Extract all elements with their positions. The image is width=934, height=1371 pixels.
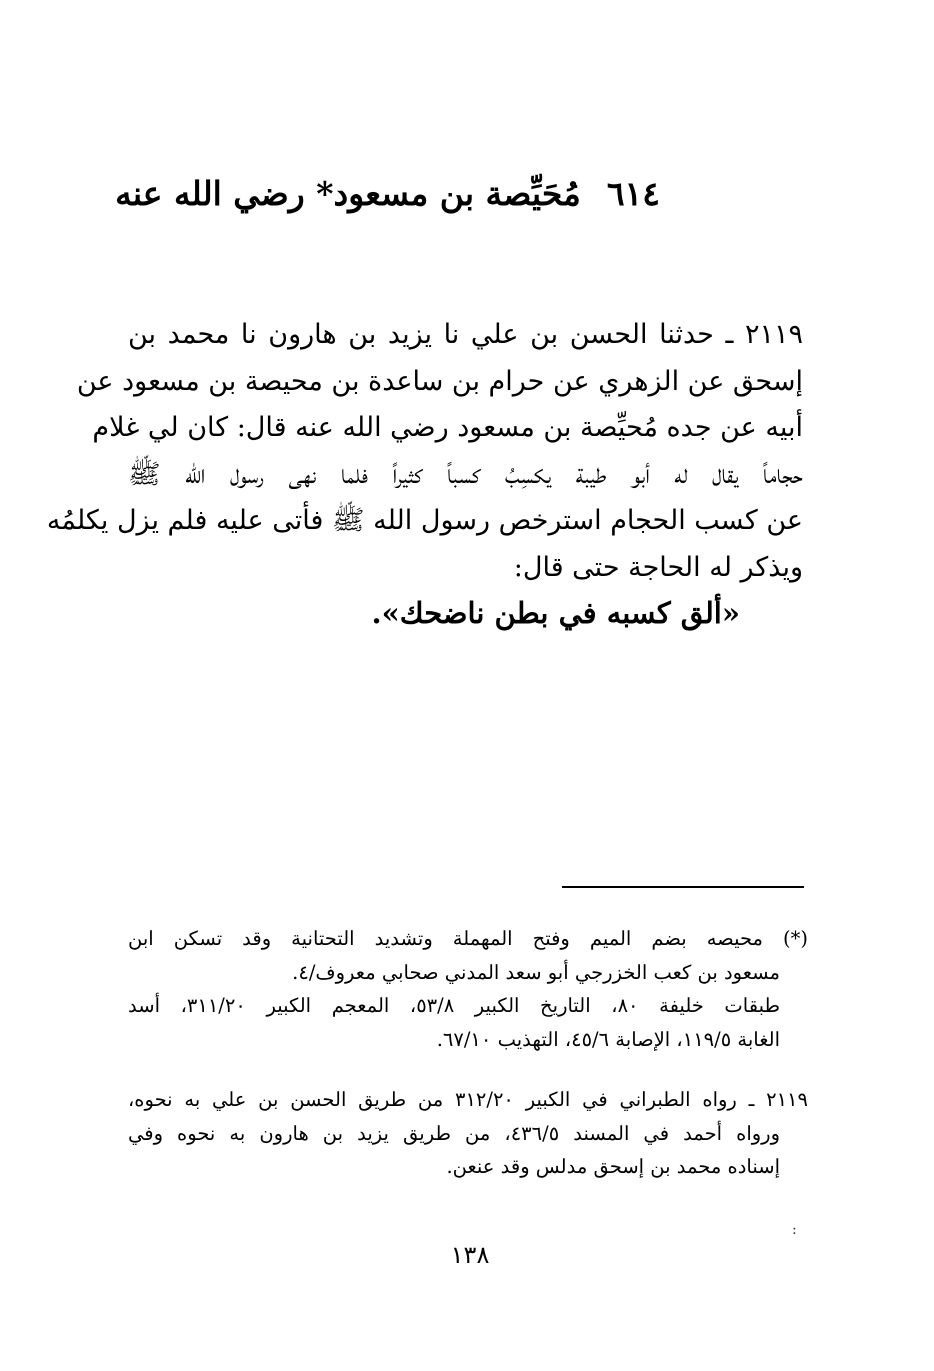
footnote-biography [128,922,808,1056]
margin-mark: : [792,1222,797,1238]
footnote-line: ٢١١٩ ـ رواه الطبراني في الكبير ٣١٢/٢٠ من طريق الحسن بن علي به نحوه، [128,1088,808,1111]
page-number: ١٣٨ [450,1241,490,1269]
chapter-number: ٦١٤ [606,174,660,213]
footnote-line: (*) محيصه بضم الميم وفتح المهملة وتشديد التحتانية وقد تسكن ابن [128,927,808,950]
footnote-takhrij [128,1083,808,1184]
footnote-line: الغابة ١١٩/٥، الإصابة ٤٥/٦، التهذيب ٦٧/١٠. [436,1027,780,1051]
chapter-title: مُحَيِّصة بن مسعود* رضي الله عنه [115,174,581,213]
hadith-text [46,312,803,591]
footnote-line: إسناده محمد بن إسحق مدلس وقد عنعن. [446,1155,780,1178]
footnote-line: مسعود بن كعب الخزرجي أبو سعد المدني صحابي معروف/٤. [292,960,780,984]
hadith-line: أبيه عن جده مُحيِّصة بن مسعود رضي الله عنه قال: كان لي غلام [92,412,803,443]
hadith-quote: «ألق كسبه في بطن ناضحك». [371,596,740,630]
hadith-line: ويذكر له الحاجة حتى قال: [513,551,803,583]
footnote-divider [562,886,804,888]
footnote-line: ورواه أحمد في المسند ٤٣٦/٥، من طريق يزيد بن هارون به نحوه وفي [128,1121,780,1145]
footnote-line: طبقات خليفة ٨٠، التاريخ الكبير ٥٣/٨، المعجم الكبير ٣١١/٢٠، أسد [128,994,780,1017]
hadith-line: ٢١١٩ ـ حدثنا الحسن بن علي نا يزيد بن هارون نا محمد بن [128,319,803,350]
chapter-heading [115,168,660,220]
hadith-line: إسحق عن الزهري عن حرام بن ساعدة بن محيصة بن مسعود عن [76,365,803,397]
hadith-line: حجاماً يقال له أبو طيبة يكسِبُ كسباً كثيراً فلما نهى رسول الله ﷺ [128,458,803,490]
hadith-line: عن كسب الحجام استرخص رسول الله ﷺ فأتى عليه فلم يزل يكلمُه [46,505,803,536]
